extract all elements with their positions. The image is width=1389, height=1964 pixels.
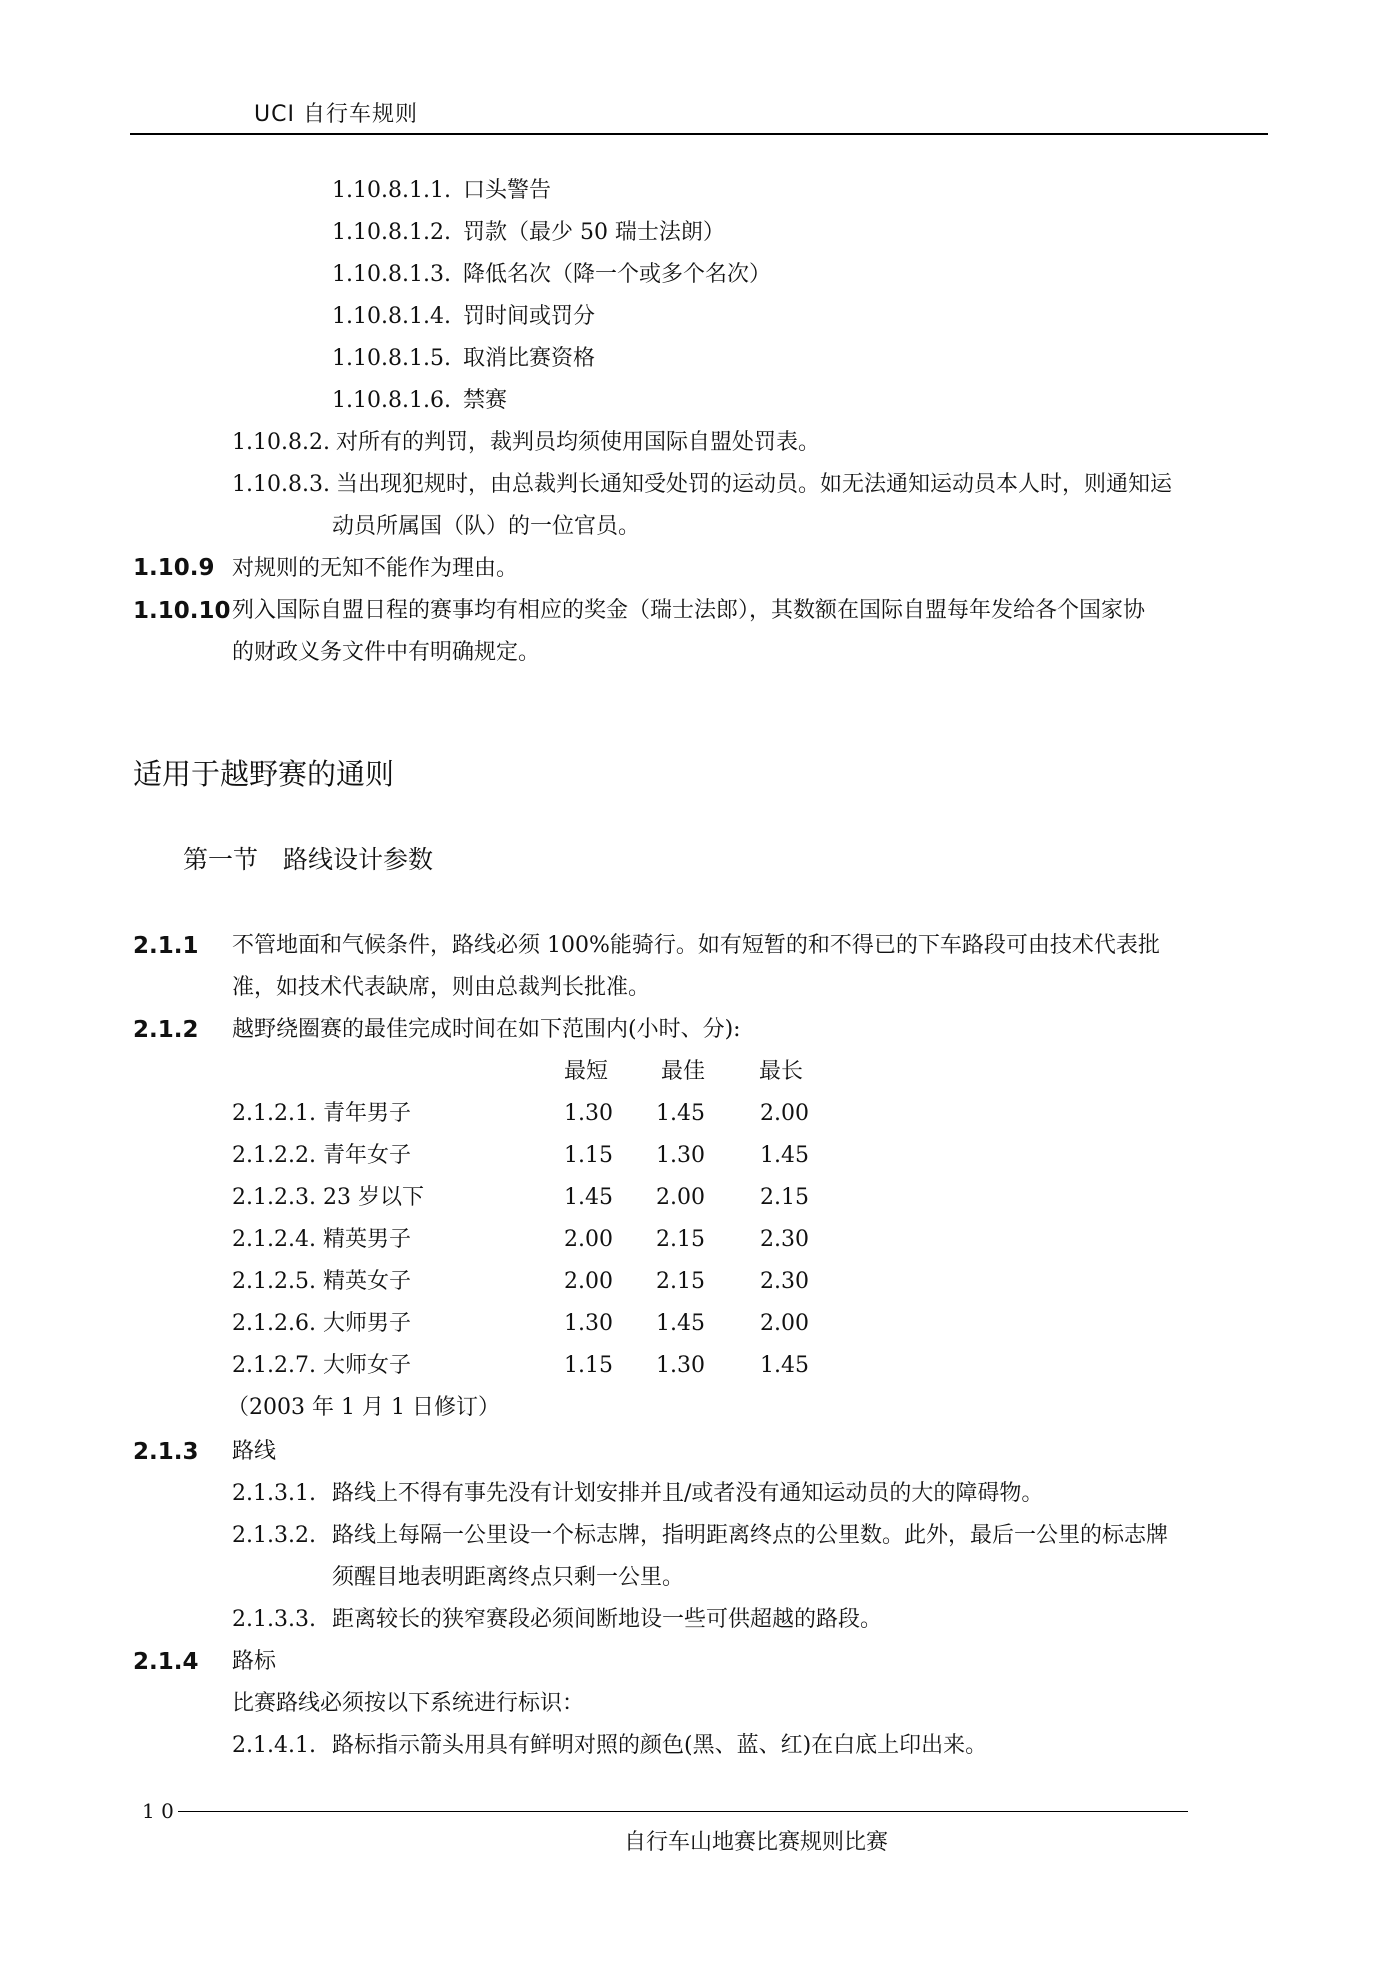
rule-text: 列入国际自盟日程的赛事均有相应的奖金（瑞士法郎），其数额在国际自盟每年发给各个国家协 <box>232 598 1146 623</box>
item-text: 路线上不得有事先没有计划安排并且/或者没有通知运动员的大的障碍物。 <box>332 1481 1044 1506</box>
cell-value: 1.45 <box>656 1311 705 1336</box>
item-text: 距离较长的狭窄赛段必须间断地设一些可供超越的路段。 <box>332 1607 883 1632</box>
item-number: 2.1.4.1. <box>232 1733 316 1758</box>
rule-number-1-10-9: 1.10.9 <box>133 555 215 581</box>
rule-text-continued: 动员所属国（队）的一位官员。 <box>332 514 641 539</box>
rule-1-10-8-3 <box>232 474 1172 496</box>
list-item <box>332 222 725 244</box>
item-number: 1.10.8.1.5. <box>332 346 451 371</box>
footer-rule <box>178 1811 1188 1812</box>
column-header: 最佳 <box>661 1059 706 1084</box>
page-number: 1 0 <box>142 1799 174 1823</box>
item-number: 1.10.8.1.1. <box>332 178 451 203</box>
row-label: 2.1.2.3. 23 岁以下 <box>232 1185 424 1210</box>
rule-text: 不管地面和气候条件，路线必须 100%能骑行。如有短暂的和不得已的下车路段可由技术代表批 <box>232 933 1160 958</box>
revision-note: （2003 年 1 月 1 日修订） <box>227 1395 500 1420</box>
rule-title: 路线 <box>232 1439 277 1464</box>
cell-value: 1.30 <box>564 1101 613 1126</box>
list-item <box>332 348 595 370</box>
item-text: 降低名次（降一个或多个名次） <box>462 262 771 287</box>
cell-value: 1.30 <box>656 1353 705 1378</box>
cell-value: 2.15 <box>656 1227 705 1252</box>
item-text: 罚款（最少 50 瑞士法朗） <box>462 220 725 245</box>
cell-value: 1.15 <box>564 1143 613 1168</box>
footer-caption: 自行车山地赛比赛规则比赛 <box>624 1830 889 1855</box>
rule-number-2-1-2: 2.1.2 <box>133 1017 199 1043</box>
rule-1-10-8-2 <box>232 432 820 454</box>
rule-text: 越野绕圈赛的最佳完成时间在如下范围内(小时、分): <box>232 1017 741 1042</box>
item-text: 路线上每隔一公里设一个标志牌，指明距离终点的公里数。此外，最后一公里的标志牌 <box>332 1523 1169 1548</box>
rule-number: 1.10.8.3. <box>232 472 330 497</box>
item-number: 1.10.8.1.2. <box>332 220 451 245</box>
item-text: 口头警告 <box>462 178 551 203</box>
rule-number-2-1-4: 2.1.4 <box>133 1649 199 1675</box>
rule-text-continued: 准，如技术代表缺席，则由总裁判长批准。 <box>232 975 651 1000</box>
cell-value: 1.15 <box>564 1353 613 1378</box>
item-number: 2.1.3.3. <box>232 1607 316 1632</box>
cell-value: 2.00 <box>656 1185 705 1210</box>
row-label: 2.1.2.4. 精英男子 <box>232 1227 411 1252</box>
cell-value: 1.45 <box>760 1143 809 1168</box>
column-header: 最长 <box>759 1059 804 1084</box>
rule-number-2-1-3: 2.1.3 <box>133 1439 199 1465</box>
cell-value: 2.15 <box>656 1269 705 1294</box>
row-label: 2.1.2.5. 精英女子 <box>232 1269 411 1294</box>
rule-text: 当出现犯规时，由总裁判长通知受处罚的运动员。如无法通知运动员本人时，则通知运 <box>335 472 1172 497</box>
rule-text: 对规则的无知不能作为理由。 <box>232 556 519 581</box>
item-text: 罚时间或罚分 <box>462 304 595 329</box>
rule-intro: 比赛路线必须按以下系统进行标识： <box>232 1691 585 1716</box>
row-label: 2.1.2.2. 青年女子 <box>232 1143 411 1168</box>
rule-text: 对所有的判罚，裁判员均须使用国际自盟处罚表。 <box>335 430 820 455</box>
row-label: 2.1.2.1. 青年男子 <box>232 1101 411 1126</box>
rule-title: 路标 <box>232 1649 277 1674</box>
item-number: 2.1.3.2. <box>232 1523 316 1548</box>
cell-value: 2.30 <box>760 1227 809 1252</box>
item-number: 1.10.8.1.3. <box>332 262 451 287</box>
row-label: 2.1.2.7. 大师女子 <box>232 1353 411 1378</box>
row-label: 2.1.2.6. 大师男子 <box>232 1311 411 1336</box>
cell-value: 1.45 <box>564 1185 613 1210</box>
rule-text-continued: 的财政义务文件中有明确规定。 <box>232 640 541 665</box>
subsection-title: 第一节 路线设计参数 <box>183 845 434 874</box>
list-item <box>332 264 771 286</box>
list-item <box>332 390 507 412</box>
cell-value: 2.00 <box>564 1227 613 1252</box>
running-header: UCI 自行车规则 <box>254 102 418 127</box>
item-number: 2.1.3.1. <box>232 1481 316 1506</box>
cell-value: 2.15 <box>760 1185 809 1210</box>
item-text: 取消比赛资格 <box>462 346 595 371</box>
cell-value: 1.30 <box>564 1311 613 1336</box>
cell-value: 1.45 <box>656 1101 705 1126</box>
column-header: 最短 <box>564 1059 609 1084</box>
cell-value: 1.30 <box>656 1143 705 1168</box>
section-title: 适用于越野赛的通则 <box>133 757 395 791</box>
cell-value: 1.45 <box>760 1353 809 1378</box>
cell-value: 2.00 <box>760 1311 809 1336</box>
rule-number-2-1-1: 2.1.1 <box>133 933 199 959</box>
header-rule <box>130 133 1268 135</box>
rule-number-1-10-10: 1.10.10 <box>133 598 231 624</box>
cell-value: 2.00 <box>564 1269 613 1294</box>
cell-value: 2.00 <box>760 1101 809 1126</box>
list-item <box>332 306 595 328</box>
item-number: 1.10.8.1.4. <box>332 304 451 329</box>
rule-number: 1.10.8.2. <box>232 430 330 455</box>
item-text: 禁赛 <box>462 388 507 413</box>
item-number: 1.10.8.1.6. <box>332 388 451 413</box>
item-text-continued: 须醒目地表明距离终点只剩一公里。 <box>332 1565 685 1590</box>
item-text: 路标指示箭头用具有鲜明对照的颜色(黑、蓝、红)在白底上印出来。 <box>332 1733 988 1758</box>
cell-value: 2.30 <box>760 1269 809 1294</box>
list-item <box>332 180 551 202</box>
